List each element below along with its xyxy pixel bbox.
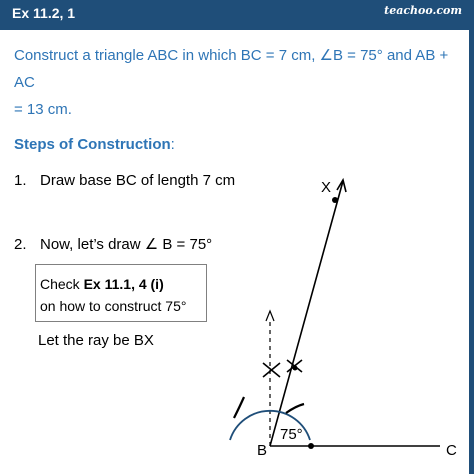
note-exercise-ref: Ex 11.1, 4 (i) [83,276,164,292]
step-1-text: Draw base BC of length 7 cm [40,172,236,189]
point-crossing [293,366,298,371]
note-line-2: on how to construct 75° [40,298,187,314]
step-2-number: 2. [14,236,27,253]
page-title: Ex 11.2, 1 [12,5,76,21]
left-cross-mark [263,363,280,377]
label-b: B [257,442,268,459]
question-line-1: Construct a triangle ABC in which BC = 7 cm, ∠B = 75° and AB + AC [14,47,449,91]
steps-heading-label: Steps of Construction [14,136,171,153]
right-arc-mark [286,404,304,413]
ray-instruction: Let the ray be BX [38,332,154,349]
point-x [332,197,338,203]
point-arc-intersection [308,443,314,449]
steps-heading-colon: : [170,136,175,153]
ray-bx-line [270,181,343,446]
left-arc-mark [234,397,244,418]
note-check-prefix: Check [40,276,84,292]
teachoo-logo: teachoo.com [384,4,462,17]
step-2-text: Now, let’s draw ∠ B = 75° [40,236,213,253]
label-x: X [321,179,332,196]
question-line-2: = 13 cm. [14,101,72,118]
step-1-number: 1. [14,172,27,189]
label-c: C [446,442,457,459]
label-angle: 75° [280,426,303,443]
dashed-arrowhead [266,311,274,321]
